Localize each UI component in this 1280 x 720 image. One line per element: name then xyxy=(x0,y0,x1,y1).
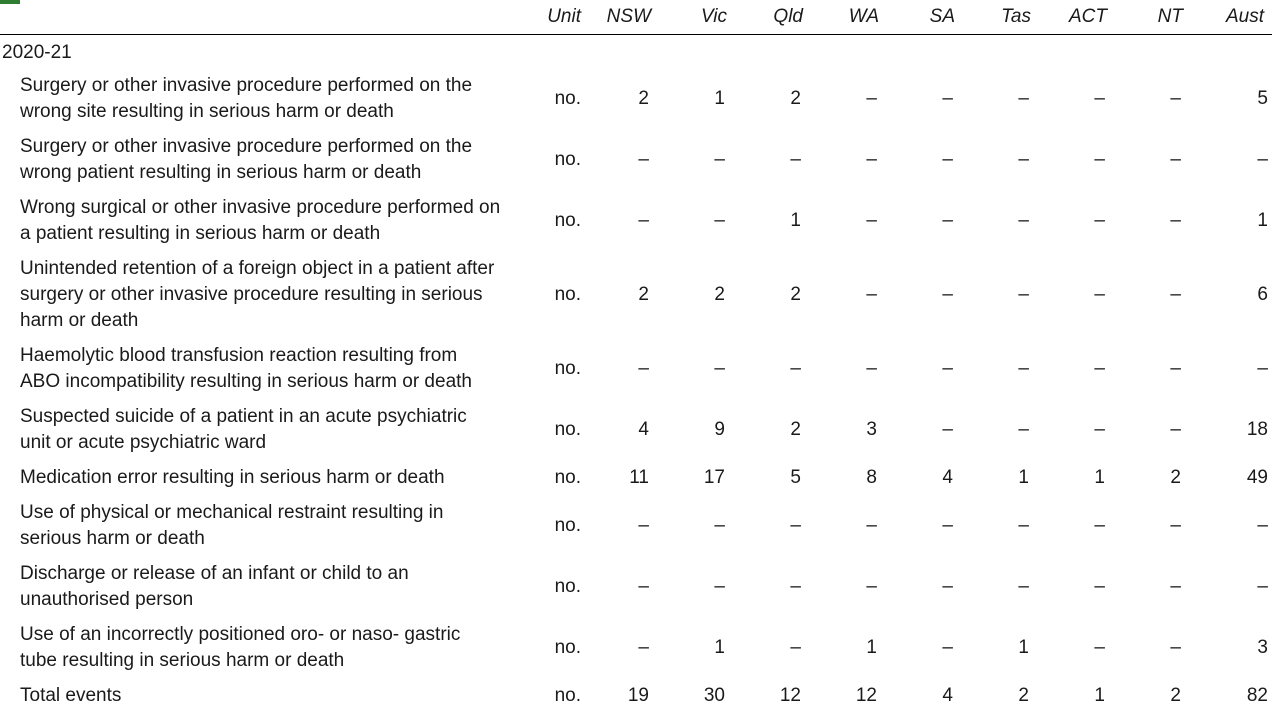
cell-value: 1 xyxy=(714,88,725,109)
row-label: Use of physical or mechanical restraint resulting in serious harm or death xyxy=(20,502,444,549)
column-header-act: ACT xyxy=(1039,0,1115,34)
cell-value: 1 xyxy=(790,210,801,231)
table-row xyxy=(0,461,1272,496)
cell-value: 3 xyxy=(1257,637,1268,658)
row-label: Use of an incorrectly positioned oro- or naso- gastric tube resulting in serious harm or death xyxy=(20,624,461,671)
cell-value: – xyxy=(942,358,953,379)
row-unit: no. xyxy=(554,284,581,305)
cell-value: – xyxy=(1170,637,1181,658)
cell-value: – xyxy=(638,637,649,658)
table-row xyxy=(0,191,1272,252)
cell-value: – xyxy=(1094,149,1105,170)
cell-value: – xyxy=(1094,210,1105,231)
cell-value: 5 xyxy=(1257,88,1268,109)
cell-value: 30 xyxy=(703,685,725,706)
table-row xyxy=(0,339,1272,400)
table-row xyxy=(0,557,1272,618)
row-label: Discharge or release of an infant or child to an unauthorised person xyxy=(20,563,409,610)
cell-value: – xyxy=(1094,358,1105,379)
cell-value: – xyxy=(1094,515,1105,536)
table-row xyxy=(0,130,1272,191)
cell-value: – xyxy=(942,419,953,440)
cell-value: 6 xyxy=(1257,284,1268,305)
cell-value: – xyxy=(866,515,877,536)
row-unit: no. xyxy=(554,88,581,109)
table-row xyxy=(0,69,1272,130)
cell-value: – xyxy=(638,576,649,597)
cell-value: – xyxy=(942,210,953,231)
table-row xyxy=(0,496,1272,557)
cell-value: – xyxy=(1170,576,1181,597)
cell-value: 1 xyxy=(1257,210,1268,231)
cell-value: – xyxy=(1170,88,1181,109)
cell-value: – xyxy=(1257,149,1268,170)
cell-value: – xyxy=(1018,358,1029,379)
cell-value: – xyxy=(638,515,649,536)
cell-value: 1 xyxy=(1094,467,1105,488)
row-unit: no. xyxy=(554,685,581,706)
cell-value: 9 xyxy=(714,419,725,440)
cell-value: 8 xyxy=(866,467,877,488)
cell-value: – xyxy=(1018,284,1029,305)
cell-value: – xyxy=(1094,637,1105,658)
cell-value: 1 xyxy=(714,637,725,658)
cell-value: – xyxy=(1170,149,1181,170)
cell-value: – xyxy=(638,358,649,379)
cell-value: – xyxy=(1018,88,1029,109)
cell-value: 4 xyxy=(942,467,953,488)
cell-value: – xyxy=(1094,576,1105,597)
row-unit: no. xyxy=(554,358,581,379)
column-header-nsw: NSW xyxy=(583,0,659,34)
cell-value: – xyxy=(638,149,649,170)
cell-value: 1 xyxy=(1094,685,1105,706)
cell-value: – xyxy=(1018,149,1029,170)
column-header-qld: Qld xyxy=(735,0,811,34)
cell-value: 4 xyxy=(942,685,953,706)
row-unit: no. xyxy=(554,467,581,488)
cell-value: – xyxy=(866,284,877,305)
cell-value: – xyxy=(866,149,877,170)
cell-value: – xyxy=(1170,419,1181,440)
row-unit: no. xyxy=(554,515,581,536)
column-header-sa: SA xyxy=(887,0,963,34)
cell-value: – xyxy=(1257,515,1268,536)
cell-value: 4 xyxy=(638,419,649,440)
cell-value: 2 xyxy=(638,284,649,305)
row-unit: no. xyxy=(554,210,581,231)
row-label: Suspected suicide of a patient in an acute psychiatric unit or acute psychiatric ward xyxy=(20,406,467,453)
cell-value: 2 xyxy=(790,284,801,305)
cell-value: – xyxy=(790,515,801,536)
cell-value: – xyxy=(866,210,877,231)
section-label: 2020-21 xyxy=(2,41,72,63)
cell-value: – xyxy=(1170,515,1181,536)
cell-value: – xyxy=(790,576,801,597)
row-unit: no. xyxy=(554,637,581,658)
cell-value: – xyxy=(714,149,725,170)
cell-value: 12 xyxy=(855,685,877,706)
cell-value: 2 xyxy=(790,88,801,109)
row-unit: no. xyxy=(554,149,581,170)
table-row xyxy=(0,400,1272,461)
cell-value: – xyxy=(1257,576,1268,597)
cell-value: – xyxy=(1094,88,1105,109)
section-row xyxy=(0,34,1272,69)
table-row xyxy=(0,252,1272,339)
cell-value: – xyxy=(942,637,953,658)
row-label: Haemolytic blood transfusion reaction resulting from ABO incompatibility resulting in serious harm or death xyxy=(20,345,472,392)
cell-value: 2 xyxy=(638,88,649,109)
cell-value: – xyxy=(942,576,953,597)
cell-value: – xyxy=(1018,419,1029,440)
column-header-tas: Tas xyxy=(963,0,1039,34)
cell-value: – xyxy=(1257,358,1268,379)
row-unit: no. xyxy=(554,576,581,597)
cell-value: 49 xyxy=(1246,467,1268,488)
cell-value: – xyxy=(638,210,649,231)
cell-value: 2 xyxy=(714,284,725,305)
cell-value: – xyxy=(942,284,953,305)
cell-value: 17 xyxy=(703,467,725,488)
cell-value: 1 xyxy=(866,637,877,658)
cell-value: 2 xyxy=(790,419,801,440)
cell-value: – xyxy=(714,576,725,597)
column-header-aust: Aust xyxy=(1191,0,1272,34)
column-header-vic: Vic xyxy=(659,0,735,34)
cell-value: 82 xyxy=(1246,685,1268,706)
cell-value: – xyxy=(790,149,801,170)
row-label: Medication error resulting in serious harm or death xyxy=(20,467,445,488)
cell-value: 3 xyxy=(866,419,877,440)
cell-value: 5 xyxy=(790,467,801,488)
cell-value: – xyxy=(942,515,953,536)
cell-value: – xyxy=(714,358,725,379)
cell-value: – xyxy=(790,637,801,658)
cell-value: – xyxy=(866,88,877,109)
cell-value: 11 xyxy=(629,467,649,488)
cell-value: – xyxy=(866,576,877,597)
cell-value: – xyxy=(1018,210,1029,231)
cell-value: – xyxy=(1018,515,1029,536)
cell-value: – xyxy=(1094,419,1105,440)
cell-value: 2 xyxy=(1170,685,1181,706)
row-label: Total events xyxy=(20,685,122,706)
cell-value: – xyxy=(1170,358,1181,379)
row-label: Surgery or other invasive procedure performed on the wrong patient resulting in serious harm or death xyxy=(20,136,473,183)
column-header-unit: Unit xyxy=(533,0,583,34)
cell-value: – xyxy=(790,358,801,379)
cell-value: – xyxy=(1018,576,1029,597)
row-unit: no. xyxy=(554,419,581,440)
cell-value: 12 xyxy=(779,685,801,706)
cell-value: – xyxy=(942,149,953,170)
cell-value: 2 xyxy=(1018,685,1029,706)
column-header-nt: NT xyxy=(1115,0,1191,34)
header-row xyxy=(0,0,1272,34)
table-row xyxy=(0,618,1272,679)
table-row xyxy=(0,679,1272,714)
cell-value: – xyxy=(714,515,725,536)
row-label: Unintended retention of a foreign object in a patient after surgery or other invasive procedure resulting in serious harm or death xyxy=(20,258,495,331)
cell-value: 1 xyxy=(1018,637,1029,658)
cell-value: 2 xyxy=(1170,467,1181,488)
cell-value: 1 xyxy=(1018,467,1029,488)
cell-value: 18 xyxy=(1246,419,1268,440)
cell-value: 19 xyxy=(627,685,649,706)
column-header-wa: WA xyxy=(811,0,887,34)
row-label: Wrong surgical or other invasive procedure performed on a patient resulting in serious harm or death xyxy=(20,197,501,244)
cell-value: – xyxy=(1170,210,1181,231)
cell-value: – xyxy=(1170,284,1181,305)
cell-value: – xyxy=(1094,284,1105,305)
column-header-label xyxy=(0,0,533,34)
row-label: Surgery or other invasive procedure performed on the wrong site resulting in serious harm or death xyxy=(20,75,473,122)
cell-value: – xyxy=(942,88,953,109)
cell-value: – xyxy=(866,358,877,379)
cell-value: – xyxy=(714,210,725,231)
